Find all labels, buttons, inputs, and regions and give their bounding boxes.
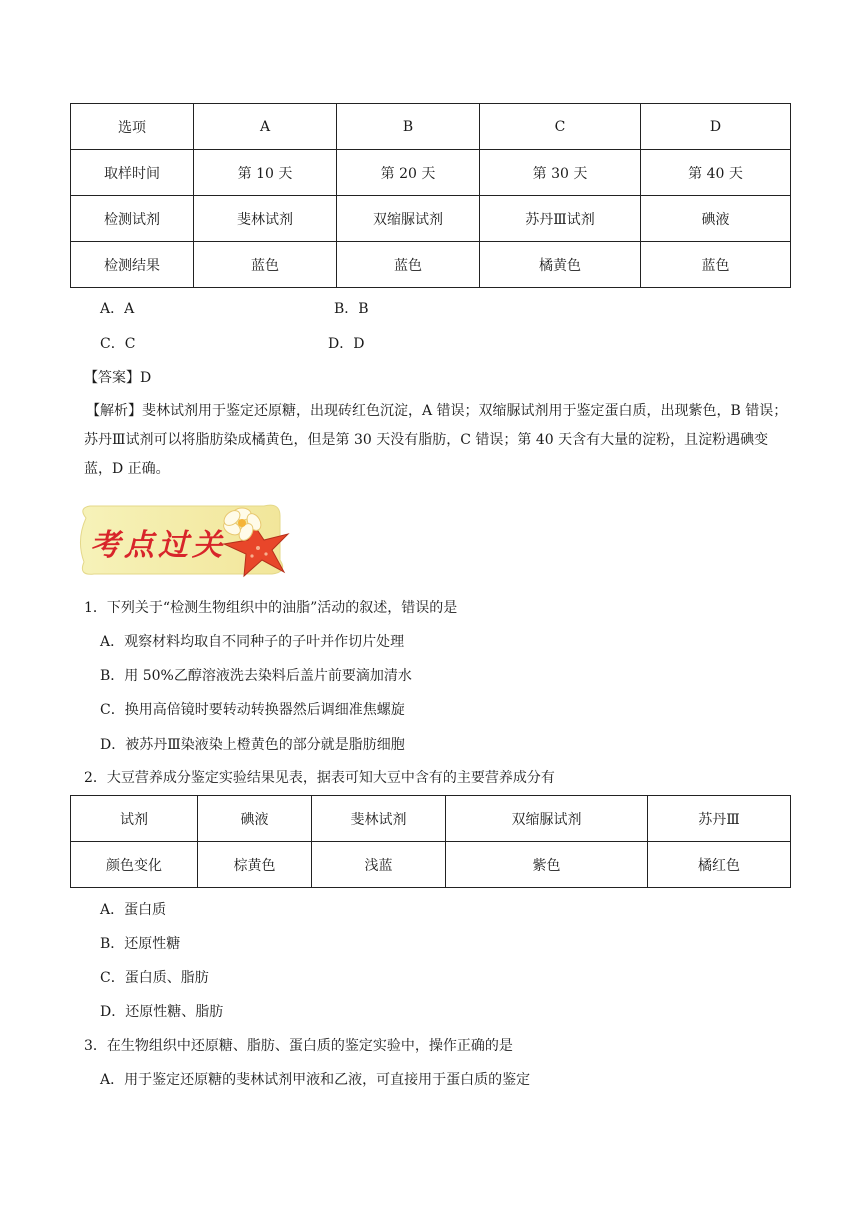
table-cell: 第 10 天 — [194, 150, 337, 196]
table-cell: 棕黄色 — [198, 842, 312, 888]
table-row — [71, 242, 791, 288]
banner-title: 考点过关 — [90, 528, 226, 563]
question-2-stem: 2．大豆营养成分鉴定实验结果见表，据表可知大豆中含有的主要营养成分有 — [84, 770, 555, 786]
table-row — [71, 796, 791, 842]
table-cell: 苏丹Ⅲ试剂 — [480, 196, 641, 242]
table-cell: 检测结果 — [71, 242, 194, 288]
option-b: B．B — [334, 301, 369, 317]
table-cell: 橘红色 — [648, 842, 791, 888]
table-cell: 双缩脲试剂 — [337, 196, 480, 242]
question-1-option-d: D．被苏丹Ⅲ染液染上橙黄色的部分就是脂肪细胞 — [100, 737, 405, 753]
option-c: C．C — [100, 336, 136, 352]
table-row — [71, 150, 791, 196]
option-d: D．D — [328, 336, 365, 352]
question-2-option-b: B．还原性糖 — [100, 936, 181, 952]
table-cell: 碘液 — [198, 796, 312, 842]
table-cell: 检测试剂 — [71, 196, 194, 242]
question-1-option-a: A．观察材料均取自不同种子的子叶并作切片处理 — [100, 634, 405, 650]
section-banner — [74, 498, 310, 582]
table-cell: 第 30 天 — [480, 150, 641, 196]
question-3-option-a: A．用于鉴定还原糖的斐林试剂甲液和乙液，可直接用于蛋白质的鉴定 — [100, 1072, 531, 1088]
analysis-paragraph: 【解析】斐林试剂用于鉴定还原糖，出现砖红色沉淀，A 错误；双缩脲试剂用于鉴定蛋白质，出现紫色，B 错误；苏丹Ⅲ试剂可以将脂肪染成橘黄色，但是第 30 天没有脂肪，C 错误；第 40 天含有大量的淀粉，且淀粉遇碘变蓝，D 正确。 — [84, 403, 788, 477]
table-cell: 蓝色 — [337, 242, 480, 288]
table-cell: 橘黄色 — [480, 242, 641, 288]
question-2-option-a: A．蛋白质 — [100, 902, 167, 918]
table-cell: 斐林试剂 — [194, 196, 337, 242]
table-cell: 颜色变化 — [71, 842, 198, 888]
table-cell: A — [194, 104, 337, 150]
table-cell: C — [480, 104, 641, 150]
table-cell: 浅蓝 — [312, 842, 446, 888]
question-3-stem: 3．在生物组织中还原糖、脂肪、蛋白质的鉴定实验中，操作正确的是 — [84, 1038, 513, 1054]
table-cell: 选项 — [71, 104, 194, 150]
question-1-stem: 1．下列关于“检测生物组织中的油脂”活动的叙述，错误的是 — [84, 600, 458, 616]
table-cell: 试剂 — [71, 796, 198, 842]
result-table — [70, 103, 791, 288]
table-cell: 取样时间 — [71, 150, 194, 196]
table-cell: 碘液 — [641, 196, 791, 242]
reagent-table — [70, 795, 791, 888]
question-2-option-c: C．蛋白质、脂肪 — [100, 970, 209, 986]
answer-line: 【答案】D — [84, 370, 152, 386]
question-1-option-b: B．用 50%乙醇溶液洗去染料后盖片前要滴加清水 — [100, 668, 412, 684]
table-cell: 第 20 天 — [337, 150, 480, 196]
table-row — [71, 104, 791, 150]
table-cell: 双缩脲试剂 — [446, 796, 648, 842]
table-cell: 蓝色 — [194, 242, 337, 288]
table-cell: D — [641, 104, 791, 150]
table-cell: 斐林试剂 — [312, 796, 446, 842]
table-cell: 第 40 天 — [641, 150, 791, 196]
table-row — [71, 196, 791, 242]
question-1-option-c: C．换用高倍镜时要转动转换器然后调细准焦螺旋 — [100, 702, 405, 718]
option-a: A．A — [100, 301, 135, 317]
table-cell: 紫色 — [446, 842, 648, 888]
table-cell: 蓝色 — [641, 242, 791, 288]
question-2-option-d: D．还原性糖、脂肪 — [100, 1004, 224, 1020]
table-cell: 苏丹Ⅲ — [648, 796, 791, 842]
table-row — [71, 842, 791, 888]
table-cell: B — [337, 104, 480, 150]
